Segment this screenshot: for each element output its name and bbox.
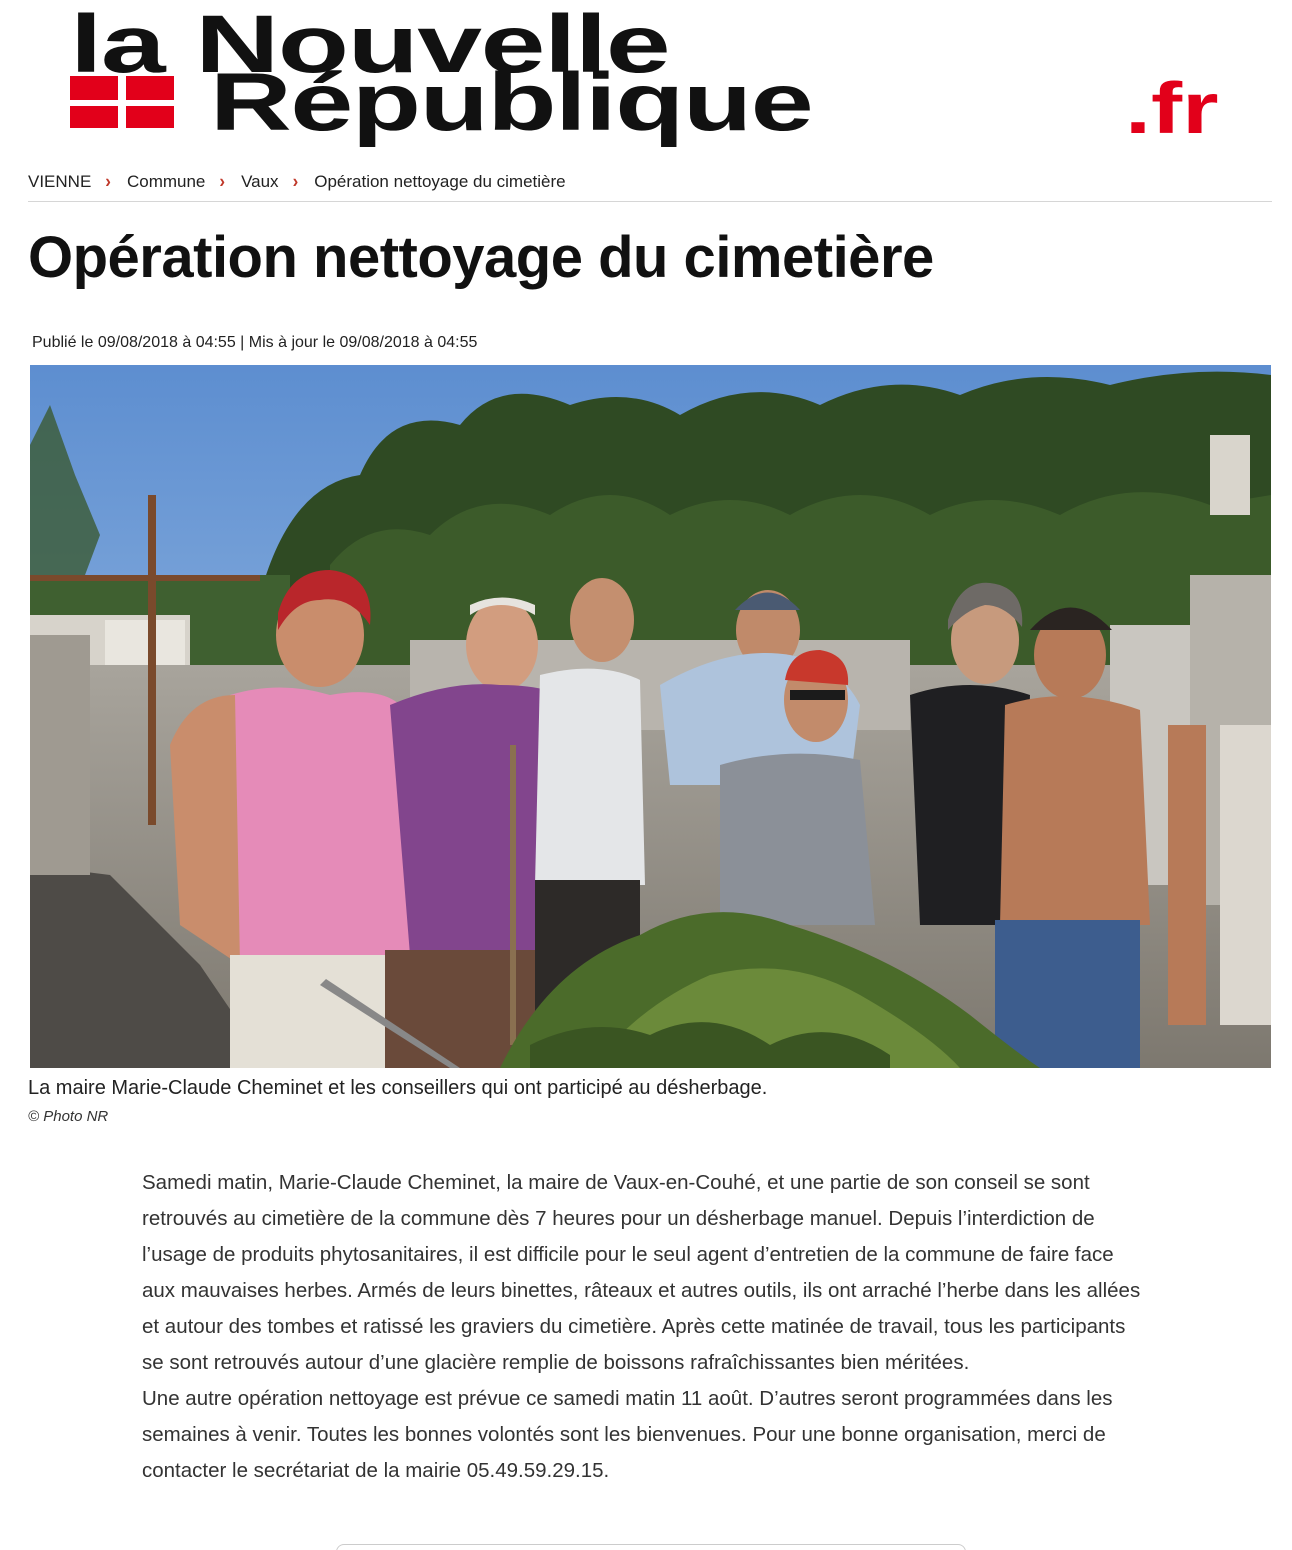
article-paragraph: Une autre opération nettoyage est prévue ce samedi matin 11 août. D’autres seront programmées dans les semaines à venir. Toutes les bonnes volontés sont les bienvenues. Pour une bonne organisation, merci de contacter le secrétariat de la mairie 05.49.59.29.15.	[142, 1387, 1113, 1482]
photo-credit: © Photo NR	[28, 1108, 109, 1125]
chevron-right-icon: ›	[105, 171, 111, 192]
breadcrumb-item-vienne[interactable]: VIENNE	[28, 172, 92, 191]
breadcrumb-item-current: Opération nettoyage du cimetière	[314, 172, 566, 191]
article-paragraph: Samedi matin, Marie-Claude Cheminet, la maire de Vaux-en-Couhé, et une partie de son conseil se sont retrouvés au cimetière de la commune dès 7 heures pour un désherbage manuel. Depuis l’interdiction de l’usage de produits phytosanitaires, il est difficile pour le seul agent d’entretien de la commune de faire face aux mauvaises herbes. Armés de leurs binettes, râteaux et autres outils, ils ont arraché l’herbe dans les allées et autour des tombes et ratissé les graviers du cimetière. Après cette matinée de travail, tous les participants se sont retrouvés autour d’une glacière remplie de boissons rafraîchissantes bien méritées.	[142, 1171, 1141, 1374]
site-logo[interactable]	[30, 0, 1280, 149]
photo-caption: La maire Marie-Claude Cheminet et les conseillers qui ont participé au désherbage.	[28, 1077, 768, 1099]
article-title: Opération nettoyage du cimetière	[28, 225, 934, 290]
logo-line-2: République	[210, 57, 813, 148]
breadcrumb-item-vaux[interactable]: Vaux	[241, 172, 279, 191]
publication-date: Publié le 09/08/2018 à 04:55 | Mis à jour le 09/08/2018 à 04:55	[32, 334, 478, 351]
logo-tld: .fr	[1125, 69, 1219, 149]
breadcrumb	[28, 170, 566, 194]
logo-line-1: la Nouvelle	[70, 0, 670, 90]
article-body	[142, 1165, 1152, 1489]
breadcrumb-item-commune[interactable]: Commune	[126, 172, 206, 191]
article-photo[interactable]	[30, 365, 1271, 1068]
chevron-right-icon: ›	[219, 171, 226, 192]
breadcrumb-divider	[28, 201, 1272, 202]
next-block-edge	[336, 1544, 966, 1550]
chevron-right-icon: ›	[292, 171, 299, 192]
